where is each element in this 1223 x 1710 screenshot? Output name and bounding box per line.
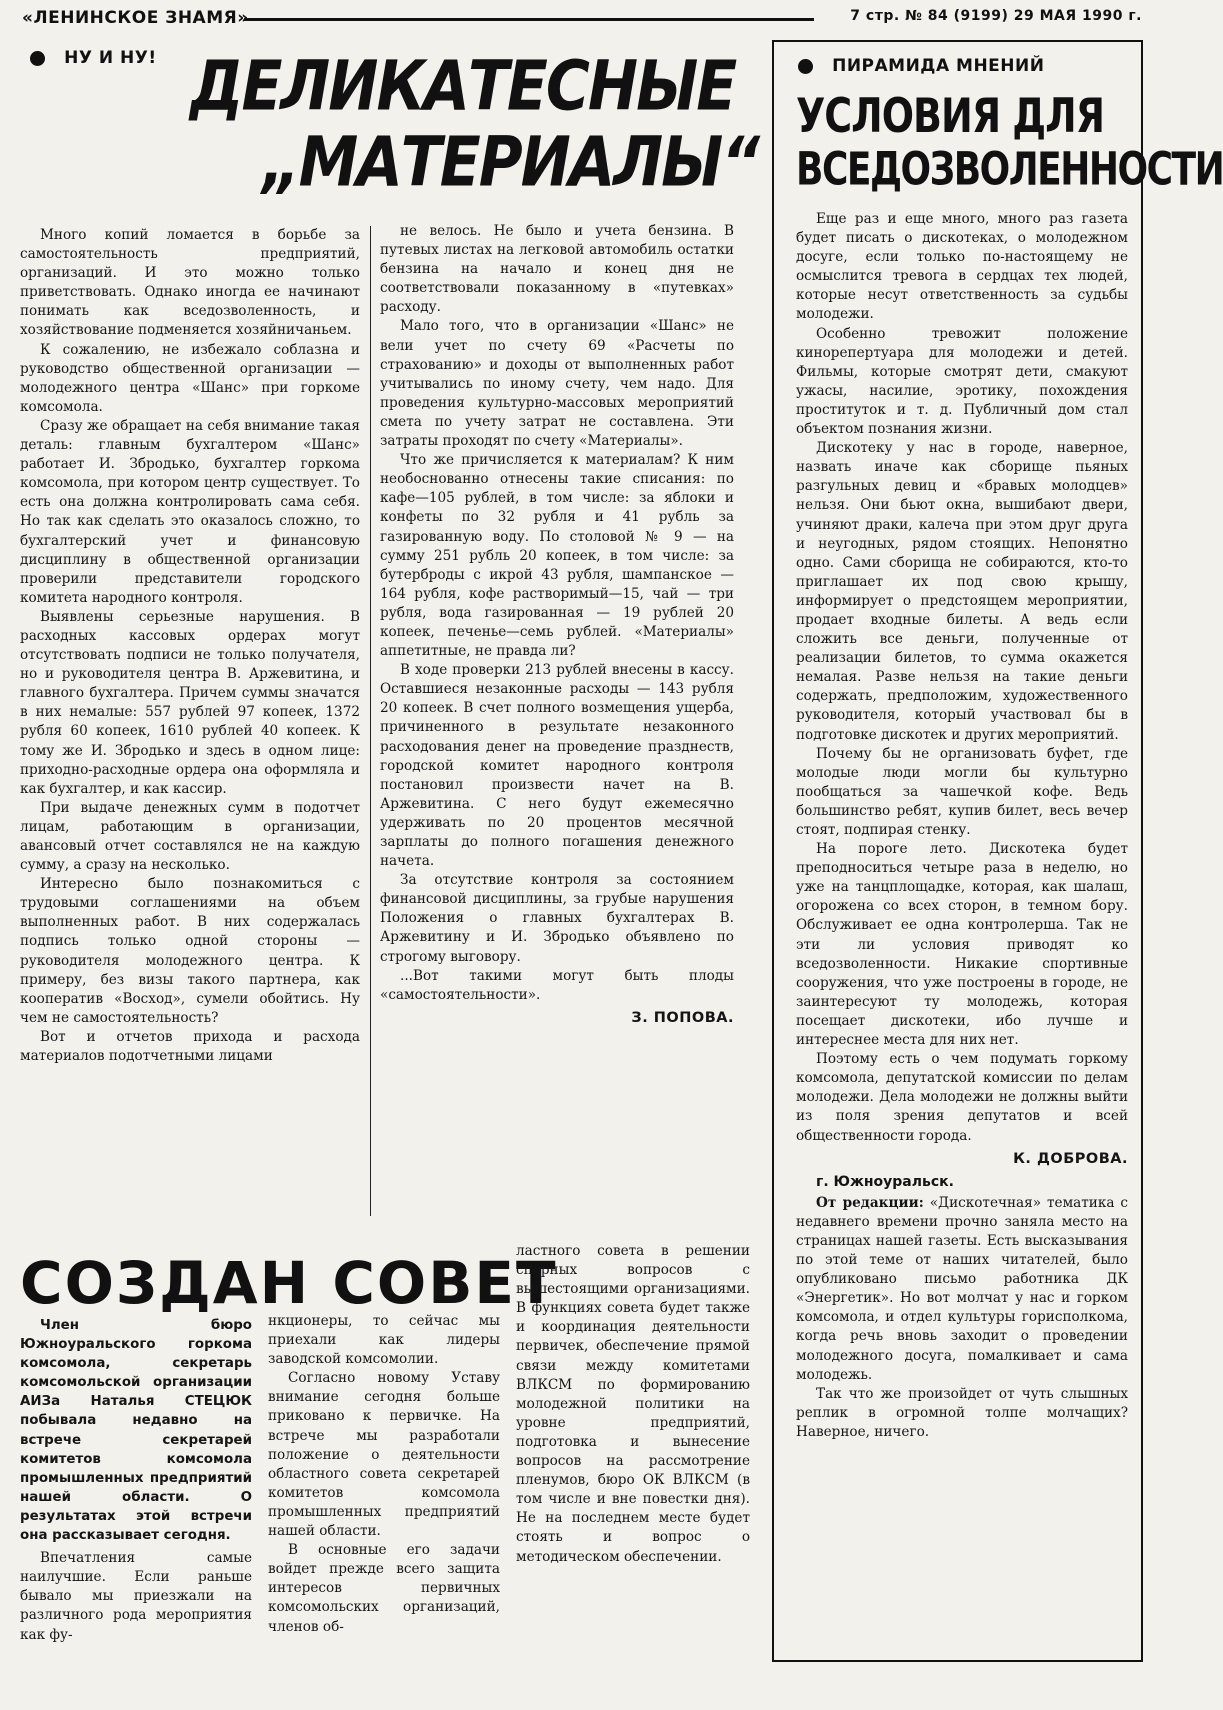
newspaper-name: «ЛЕНИНСКОЕ ЗНАМЯ» [22,8,249,28]
opinion-text: Еще раз и еще много, много раз газета будет писать о дискотеках, о молодежном досуге, если только по-настоящему не осмыслится тревога в сердцах тех людей, которые несут ответственность за судьбы молодежи. Особенно тревожит положение кинорепертуара для молодежи и детей. Фильмы, которые смотрят дети, смакуют ужасы, насилие, эротику, похождения проституток и т. д. Публичный дом стал объектом познания жизни. Дискотеку у нас в городе, наверное, назвать иначе как сборище пьяных разгульных девиц и «бравых молодцев» нельзя. Они бьют окна, вышибают двери, учиняют драки, калеча при этом друг друга и неугодных, рядом стоящих. Непонятно одно. Сами сборища не собираются, кто-то приглашает их под свою крышу, информирует о предстоящем мероприятии, продает входные билеты. А ведь если сложить все деньги, полученные от реализации билетов, то сумма окажется немалая. Разве нельзя на такие деньги содержать, предположим, художественного руководителя, который участвовал бы в подготовке дискотек и других мероприятий. Почему бы не организовать буфет, где молодые люди могли бы культурно пообщаться за чашечкой кофе. Ведь большинство ребят, купив билет, весь вечер стоят, подпирая стенку. На пороге лето. Дискотека будет преподноситься четыре раза в неделю, но уже на танцплощадке, которая, как шалаш, огорожена со всех сторон, в темном бору. Обслуживает ее одна контролерша. Так не эти ли условия приводят ко вседозволенности. Никакие спортивные сооружения, что уже построены в городе, не заинтересуют ту молодежь, которая посещает дискотеки, ибо лучше и интереснее места для них нет. Поэтому есть о чем подумать горкому комсомола, депутатской комиссии по делам молодежи. Дела молодежи не должны выйти из поля зрения депутатов и всей общественности города. К. ДОБРОВА. г. Южноуральск. От редакции: «Дискотечная» тематика с недавнего времени прочно заняла место на страницах нашей газеты. Есть высказывания по этой теме от наших читателей, было опубликовано письмо работника ДК «Энергетик». Но вот молчат у нас и горком комсомола, и отдел культуры горисполкома, когда речь вновь заходит о проведении молодежного досуга, помалкивает и сама молодежь. Так что же произойдет от чуть слышных реплик в огромной толпе молчащих? Наверное, ничего. [796,211,1129,1440]
masthead-rule [244,18,814,21]
column-divider [370,226,371,1216]
opinion-title-line1: УСЛОВИЯ ДЛЯ [796,88,1104,144]
masthead [22,8,1142,34]
editor-note: От редакции: «Дискотечная» тематика с недавнего времени прочно заняла место на страницах нашей газеты. Есть высказывания по этой теме от наших читателей, было опубликовано письмо работника ДК «Энергетик». Но вот молчат у нас и горком комсомола, и отдел культуры горисполкома, когда речь вновь заходит о проведении молодежного досуга, помалкивает и сама молодежь. [796,1194,1129,1383]
article3-column-3: ластного совета в решении спорных вопросов с вышестоящими организациями. В функциях совета будет также и координация деятельности первичек, обеспечение прямой связи между комитетами ВЛКСМ по формированию молодежной политики на уровне предприятий, подготовка и вынесение вопросов на рассмотрение пленумов, бюро ОК ВЛКСМ (в том числе и вне повестки дня). Не на последнем месте будет стоять и вопрос о методическом обеспечении. [516,1243,750,1565]
issue-info: 7 стр. № 84 (9199) 29 МАЯ 1990 г. [850,8,1142,24]
article3-column-2: нкционеры, то сейчас мы приехали как лидеры заводской комсомолии. Согласно новому Уставу внимание сегодня больше приковано к первичке. На встрече мы разработали положение о деятельности областного совета секретарей комитетов комсомола промышленных предприятий нашей области. В основные его задачи войдет прежде всего защита интересов первичных комсомольских организаций, членов об- [268,1313,500,1635]
article-title-line2: „МАТЕРИАЛЫ“ [262,122,758,203]
bullet-icon [30,51,45,66]
opinion-city: г. Южноуральск. [816,1173,954,1190]
rubric-piramida: ПИРАМИДА МНЕНИЙ [798,56,1044,76]
article1-column-1: Много копий ломается в борьбе за самостоятельность предприятий, организаций. И это можно только приветствовать. Однако иногда ее начинают понимать как вседозволенность, и хозяйствование подменяется хозяйничаньем. К сожалению, не избежало соблазна и руководство общественной организации — молодежного центра «Шанс» при горкоме комсомола. Сразу же обращает на себя внимание такая деталь: главным бухгалтером «Шанс» работает И. Збродько, бухгалтер горкома комсомола, при котором центр существует. То есть она должна контролировать сама себя. Но так как сделать это оказалось сложно, то бухгалтерский учет и финансовую дисциплину в общественной организации проверили представители городского комитета народного контроля. Выявлены серьезные нарушения. В расходных кассовых ордерах могут отсутствовать подписи не только получателя, но и руководителя центра В. Аржевитина, и главного бухгалтера. Причем суммы значатся в них немалые: 557 рублей 97 копеек, 1372 рубля 60 копеек, 1610 рублей 40 копеек. К тому же И. Збродько и здесь в одном лице: приходно-расходные ордера она оформляла и как бухгалтер, и как кассир. При выдаче денежных сумм в подотчет лицам, работающим в организации, авансовый отчет составлялся не на каждую сумму, а сразу на несколько. Интересно было познакомиться с трудовыми соглашениями на объем выполненных работ. В них содержалась подпись только одной стороны — руководителя молодежного центра. К примеру, без визы такого партнера, как кооператив «Восход», сумели обойтись. Ну чем не самостоятельность? Вот и отчетов прихода и расхода материалов подотчетными лицами [20,227,360,1065]
rubric-nu-i-nu: НУ И НУ! [30,48,157,68]
article1-column-2: не велось. Не было и учета бензина. В путевых листах на легковой автомобиль остатки бензина на начало и конец дня не соответствовали показанному в «путевках» расходу. Мало того, что в организации «Шанс» не вели учет по счету 69 «Расчеты по страхованию» и доходы от выполненных работ учитывались по иному счету, чем надо. Для проведения культурно-массовых мероприятий смета по учету затрат не составлена. Эти затраты проходят по счету «Материалы». Что же причисляется к материалам? К ним необоснованно отнесены такие списания: по кафе—105 рублей, в том числе: за яблоки и конфеты по 32 рубля и 41 рубль за газированную воду. По столовой № 9 — на сумму 251 рубль 20 копеек, в том числе: за бутерброды с икрой 43 рубля, шампанское — 164 рубля, кофе растворимый—15, чай — три рубля, вода газированная — 19 рублей 20 копеек, печенье—семь рублей. «Материалы» аппетитные, не правда ли? В ходе проверки 213 рублей внесены в кассу. Оставшиеся незаконные расходы — 143 рубля 20 копеек. В счет полного возмещения ущерба, причиненного в результате незаконного расходования денег на проведение празднеств, городской комитет народного контроля постановил произвести начет на В. Аржевитина. С него будут ежемесячно удерживать по 20 процентов месячной зарплаты до полного погашения денежного начета. За отсутствие контроля за состоянием финансовой дисциплины, за грубые нарушения Положения о главных бухгалтерах В. Аржевитину и И. Збродько объявлено по строгому выговору. ...Вот такими могут быть плоды «самостоятельности». З. ПОПОВА. [380,222,734,1028]
bullet-icon [798,59,813,74]
opinion-title-line2: ВСЕДОЗВОЛЕННОСТИ [796,144,1223,196]
article3-lead: Член бюро Южноуральского горкома комсомола, секретарь комсомольской организации АИЗа Наталья СТЕЦЮК побывала недавно на встрече секретарей комитетов комсомола промышленных предприятий нашей области. О результатах этой встречи она рассказывает сегодня. [20,1318,252,1544]
article3-column-1: Член бюро Южноуральского горкома комсомола, секретарь комсомольской организации АИЗа Наталья СТЕЦЮК побывала недавно на встрече секретарей комитетов комсомола промышленных предприятий нашей области. О результатах этой встречи она рассказывает сегодня. Впечатления самые наилучшие. Если раньше бывало мы приезжали на различного рода мероприятия как фу- [20,1318,252,1643]
article-title-line1: ДЕЛИКАТЕСНЫЕ [190,46,736,127]
opinion-signature: К. ДОБРОВА. [1013,1150,1128,1167]
article3-title: СОЗДАН СОВЕТ [20,1249,558,1317]
article1-signature: З. ПОПОВА. [631,1009,734,1026]
